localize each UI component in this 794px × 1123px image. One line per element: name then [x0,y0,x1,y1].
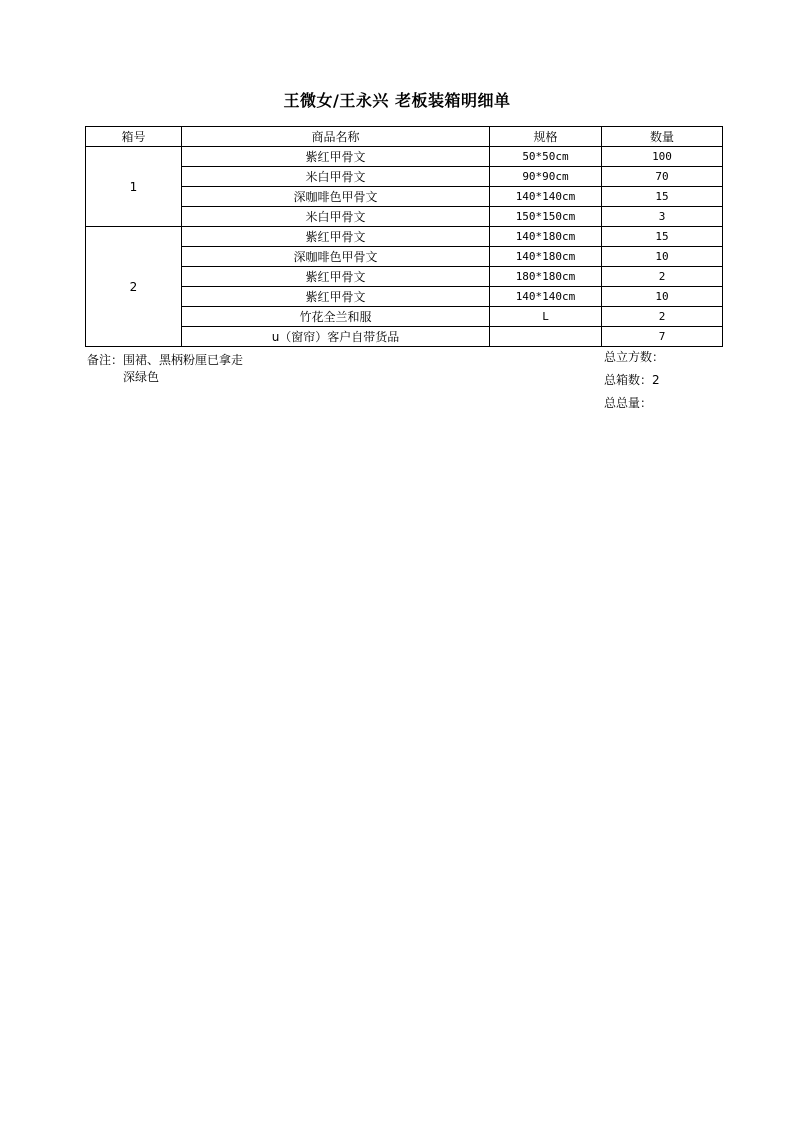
quantity-cell: 15 [602,187,723,207]
table-row [86,287,723,307]
product-name-cell: 深咖啡色甲骨文 [182,247,490,267]
remarks [87,352,243,386]
spec-cell: L [490,307,602,327]
table-row [86,187,723,207]
document-title: 王微女/王永兴 老板装箱明细单 [283,91,511,110]
product-name-cell: 紫红甲骨文 [182,147,490,167]
table-row [86,247,723,267]
spec-cell: 140*180cm [490,227,602,247]
table-row [86,167,723,187]
header-product-name: 商品名称 [182,127,490,147]
box-number-cell: 1 [86,147,182,227]
table-row [86,227,723,247]
product-name-cell: 深咖啡色甲骨文 [182,187,490,207]
quantity-cell: 100 [602,147,723,167]
totals-summary [604,349,664,418]
table-row [86,207,723,227]
quantity-cell: 10 [602,247,723,267]
product-name-cell: u（窗帘）客户自带货品 [182,327,490,347]
table-row [86,267,723,287]
header-quantity: 数量 [602,127,723,147]
product-name-cell: 米白甲骨文 [182,207,490,227]
spec-cell: 140*180cm [490,247,602,267]
quantity-cell: 10 [602,287,723,307]
remarks-line: 深绿色 [123,370,160,384]
table-row [86,327,723,347]
table-row [86,147,723,167]
quantity-cell: 15 [602,227,723,247]
spec-cell: 90*90cm [490,167,602,187]
total-volume: 总立方数： [604,350,665,364]
table-row [86,307,723,327]
product-name-cell: 紫红甲骨文 [182,287,490,307]
product-name-cell: 紫红甲骨文 [182,267,490,287]
total-boxes: 总箱数：2 [604,373,660,387]
box-number-cell: 2 [86,227,182,347]
quantity-cell: 70 [602,167,723,187]
spec-cell: 50*50cm [490,147,602,167]
table-header-row [86,127,723,147]
product-name-cell: 紫红甲骨文 [182,227,490,247]
spec-cell: 150*150cm [490,207,602,227]
quantity-cell: 3 [602,207,723,227]
quantity-cell: 2 [602,267,723,287]
spec-cell [490,327,602,347]
product-name-cell: 米白甲骨文 [182,167,490,187]
total-weight: 总总量： [604,396,653,410]
remarks-line: 备注：围裙、黑柄粉厘已拿走 [87,353,244,367]
spec-cell: 180*180cm [490,267,602,287]
spec-cell: 140*140cm [490,287,602,307]
header-box-number: 箱号 [86,127,182,147]
quantity-cell: 7 [602,327,723,347]
packing-list-table [85,126,723,347]
spec-cell: 140*140cm [490,187,602,207]
header-spec: 规格 [490,127,602,147]
product-name-cell: 竹花全兰和服 [182,307,490,327]
quantity-cell: 2 [602,307,723,327]
